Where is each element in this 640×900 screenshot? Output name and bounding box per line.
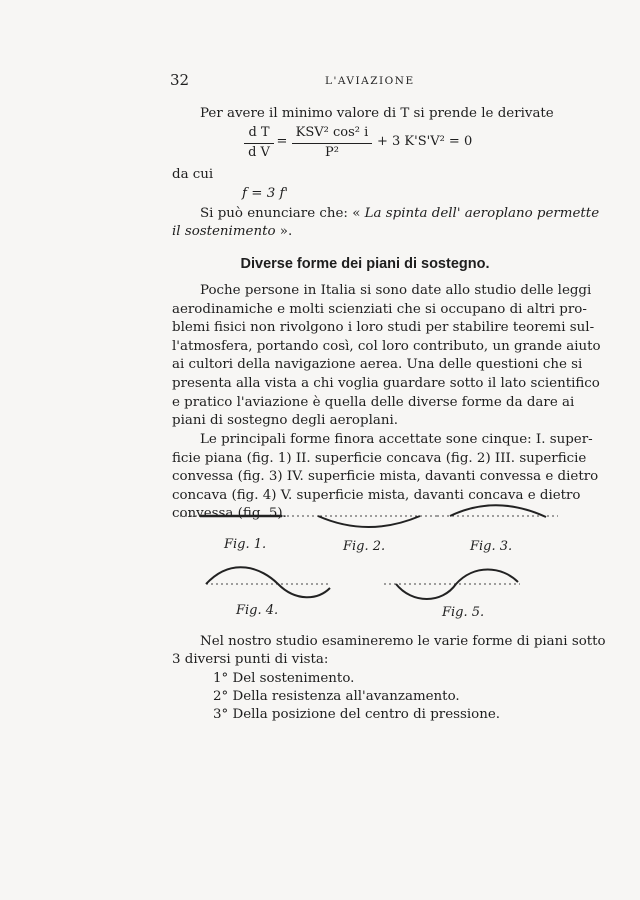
figure-1-caption: Fig. 1. <box>224 537 267 552</box>
formula-rhs-denominator: P² <box>325 145 339 160</box>
section-heading: Diverse forme dei piani di sostegno. <box>240 256 490 272</box>
list-item: 3° Della posizione del centro di pressione. <box>213 707 501 722</box>
figure-5-caption: Fig. 5. <box>442 605 485 620</box>
study-line-2: 3 diversi punti di vista: <box>172 652 329 667</box>
enunciation-line-1 <box>200 206 599 221</box>
figure-3-caption: Fig. 3. <box>470 539 513 554</box>
paragraph-line: concava (fig. 4) V. superficie mista, davanti concava e dietro <box>172 487 581 503</box>
intro-line: Per avere il minimo valore di T si prende le derivate <box>200 106 554 121</box>
paragraph-line: presenta alla vista a chi voglia guardare sotto il lato scientifico <box>172 375 600 391</box>
paragraph-line: ficie piana (fig. 1) II. superficie concava (fig. 2) III. superficie <box>172 450 587 466</box>
formula-equals: = <box>276 134 288 149</box>
paragraph-line: convessa (fig. 3) IV. superficie mista, davanti convessa e dietro <box>172 469 599 485</box>
enunciation-italic: La spinta dell' aeroplano permette <box>364 206 600 221</box>
figure-4-mixed-plane <box>206 567 330 597</box>
formula-lhs-numerator: d T <box>248 125 270 140</box>
paragraph-1 <box>172 282 601 431</box>
enunciation-start: Si può enunciare che: « <box>200 206 361 221</box>
paragraph-line: convessa (fig. 5). <box>172 506 287 522</box>
paragraph-line: Le principali forme finora accettate sone cinque: I. super- <box>200 432 593 447</box>
result-formula: f = 3 f' <box>242 186 289 201</box>
enunciation-italic-2: il sostenimento <box>172 224 276 239</box>
formula-rhs-fraction-bar <box>292 143 372 144</box>
formula-lhs-fraction-bar <box>244 143 274 144</box>
paragraph-line: l'atmosfera, portando così, col loro contributo, un grande aiuto <box>172 338 601 354</box>
list-item: 2° Della resistenza all'avanzamento. <box>213 689 460 704</box>
formula-lhs-denominator: d V <box>248 145 270 160</box>
da-cui-text: da cui <box>172 167 214 182</box>
paragraph-line: e pratico l'aviazione è quella delle diverse forme da dare ai <box>172 394 575 410</box>
figure-5-mixed-plane <box>384 570 520 600</box>
enunciation-line-2 <box>172 224 292 239</box>
study-line-1: Nel nostro studio esamineremo le varie forme di piani sotto <box>200 634 606 649</box>
paragraph-line: ai cultori della navigazione aerea. Una delle questioni che si <box>172 357 583 373</box>
page-number: 32 <box>170 71 190 89</box>
enunciation-end: ». <box>279 224 293 239</box>
paragraph-line: piani di sostegno degli aeroplani. <box>172 413 398 429</box>
paragraph-line: blemi fisici non rivolgono i loro studi per stabilire teoremi sul- <box>172 320 595 336</box>
formula-rhs-numerator: KSV² cos² i <box>295 125 369 140</box>
paragraph-line: Poche persone in Italia si sono date allo studio delle leggi <box>200 283 592 298</box>
paragraph-2 <box>172 431 599 524</box>
running-title: L'AVIAZIONE <box>325 75 415 87</box>
list-item: 1° Del sostenimento. <box>213 671 355 686</box>
figure-2-caption: Fig. 2. <box>343 539 386 554</box>
figure-4-caption: Fig. 4. <box>236 603 279 618</box>
formula-rhs-rest: + 3 K'S'V² = 0 <box>377 134 473 149</box>
paragraph-line: aerodinamiche e molti scienziati che si occupano di altri pro- <box>172 301 587 317</box>
